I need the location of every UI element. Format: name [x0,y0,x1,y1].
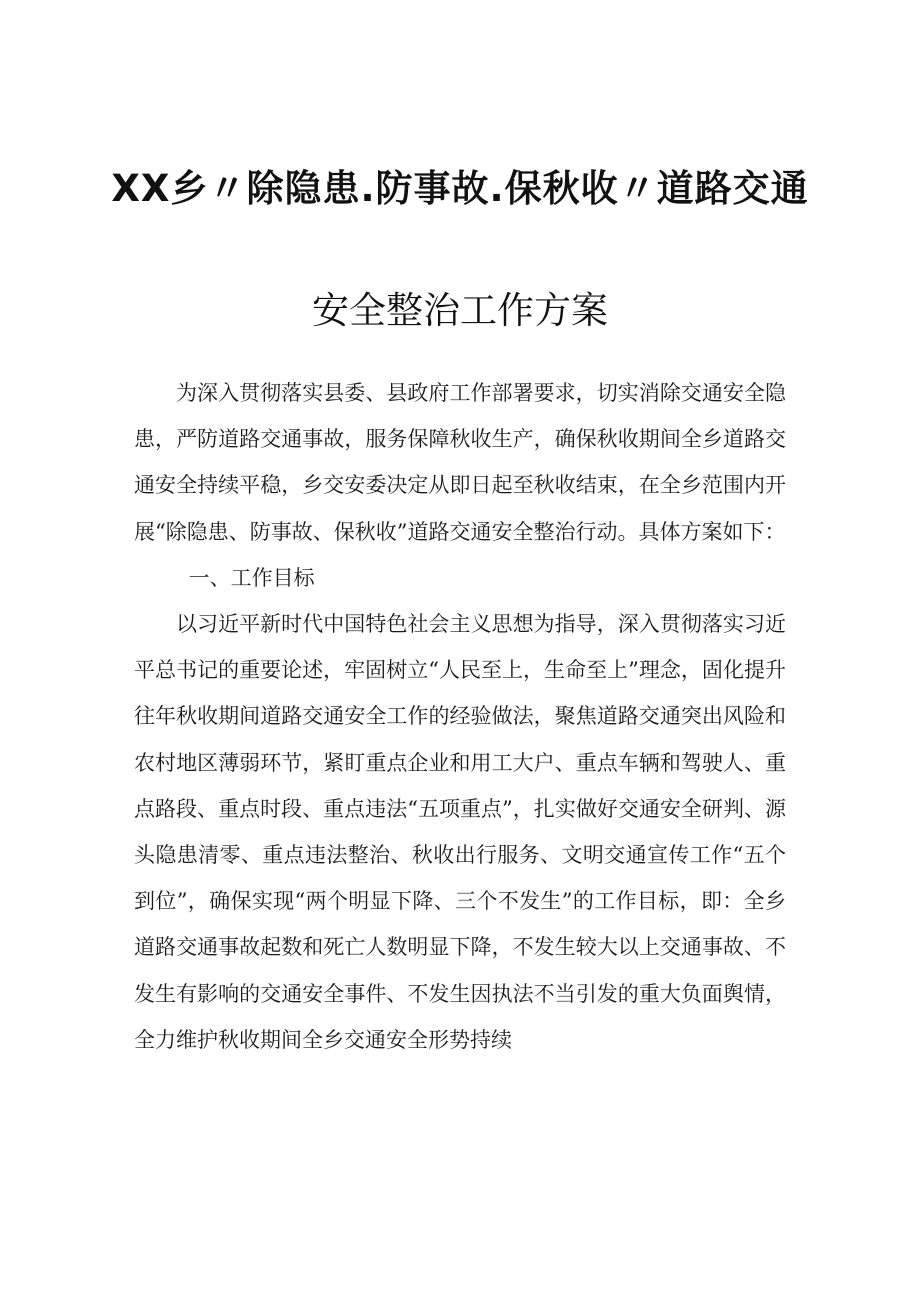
document-title-line-1: XX乡〃除隐患.防事故.保秋收〃道路交通 [111,167,809,210]
section-heading-work-goals: 一、工作目标 [188,565,315,590]
document-title-line-2: 安全整治工作方案 [312,289,608,332]
intro-paragraph: 为深入贯彻落实县委、县政府工作部署要求，切实消除交通安全隐患，严防道路交通事故，服务保障秋收生产，确保秋收期间全乡道路交通安全持续平稳，乡交安委决定从即日起至秋收结束，在全乡范围内开展“除隐患、防事故、保秋收”道路交通安全整治行动。具体方案如下： [134,381,786,544]
document-body [134,370,786,1063]
work-goals-paragraph: 以习近平新时代中国特色社会主义思想为指导，深入贯彻落实习近平总书记的重要论述，牢固树立“人民至上，生命至上”理念，固化提升往年秋收期间道路交通安全工作的经验做法，聚焦道路交通突出风险和农村地区薄弱环节，紧盯重点企业和用工大户、重点车辆和驾驶人、重点路段、重点时段、重点违法“五项重点”，扎实做好交通安全研判、源头隐患清零、重点违法整治、秋收出行服务、文明交通宣传工作“五个到位”，确保实现“两个明显下降、三个不发生”的工作目标，即：全乡道路交通事故起数和死亡人数明显下降，不发生较大以上交通事故、不发生有影响的交通安全事件、不发生因执法不当引发的重大负面舆情，全力维护秋收期间全乡交通安全形势持续 [134,612,786,1052]
